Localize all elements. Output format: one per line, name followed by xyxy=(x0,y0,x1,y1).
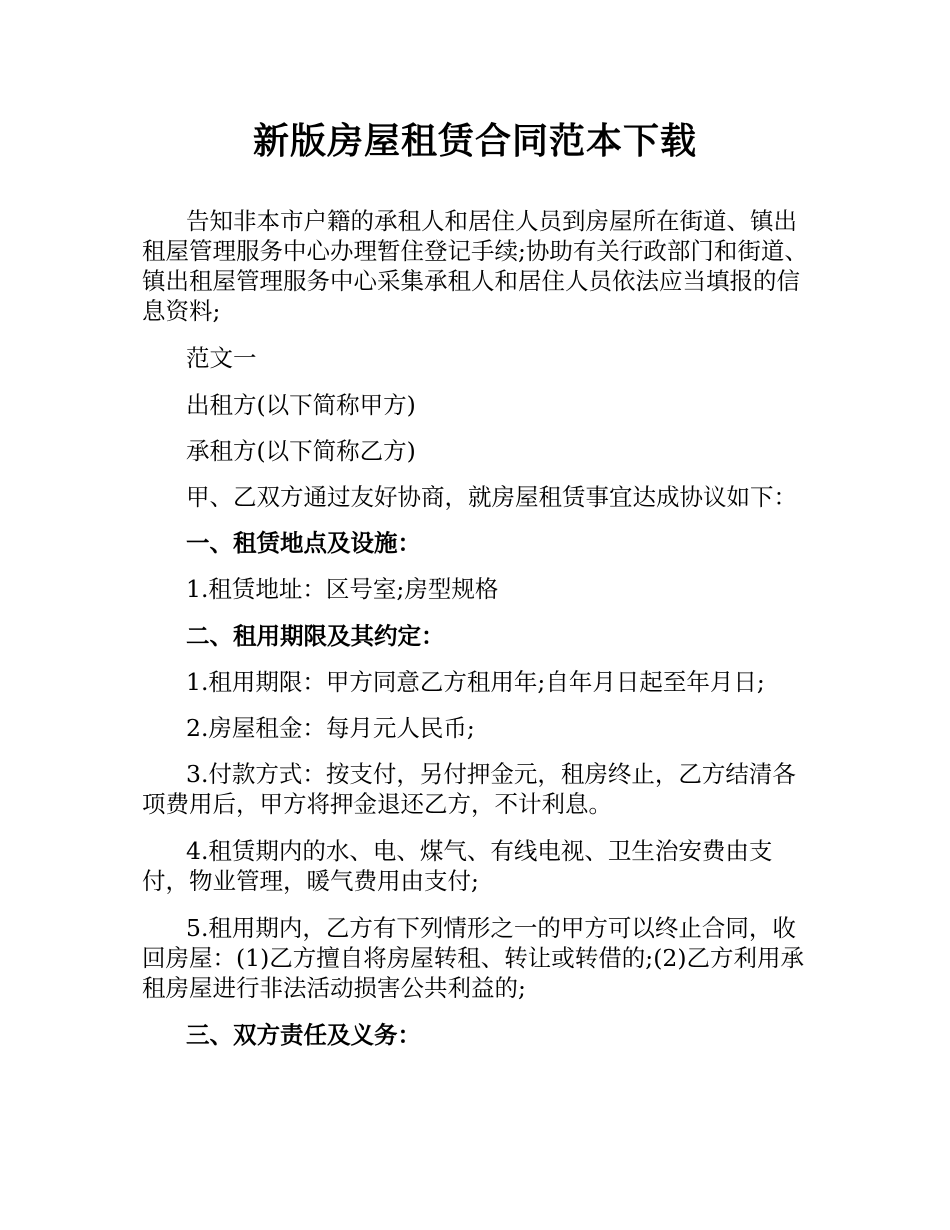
section-2-heading: 二、租用期限及其约定： xyxy=(186,622,445,650)
lessor-line: 出租方(以下简称甲方) xyxy=(186,391,416,419)
agreement-intro: 甲、乙双方通过友好协商，就房屋租赁事宜达成协议如下： xyxy=(186,483,797,511)
document-title: 新版房屋租赁合同范本下载 xyxy=(252,121,697,162)
sample-label: 范文一 xyxy=(186,344,257,372)
section-1-heading: 一、租赁地点及设施： xyxy=(186,529,421,557)
section-2-item-2: 2.房屋租金：每月元人民币; xyxy=(186,714,475,742)
section-2-item-3: 3.付款方式：按支付，另付押金元，租房终止，乙方结清各项费用后，甲方将押金退还乙方，不计利息。 xyxy=(142,760,796,818)
section-2-item-5: 5.租用期内，乙方有下列情形之一的甲方可以终止合同，收回房屋：(1)乙方擅自将房屋转租、转让或转借的;(2)乙方利用承租房屋进行非法活动损害公共利益的; xyxy=(142,914,804,1002)
section-3-heading: 三、双方责任及义务： xyxy=(186,1021,421,1049)
intro-paragraph: 告知非本市户籍的承租人和居住人员到房屋所在街道、镇出租屋管理服务中心办理暂住登记手续;协助有关行政部门和街道、镇出租屋管理服务中心采集承租人和居住人员依法应当填报的信息资料; xyxy=(142,207,808,325)
section-1-item-1: 1.租赁地址：区号室;房型规格 xyxy=(186,575,499,603)
section-2-item-4: 4.租赁期内的水、电、煤气、有线电视、卫生治安费由支付，物业管理，暖气费用由支付; xyxy=(142,837,773,895)
section-2-item-1: 1.租用期限：甲方同意乙方租用年;自年月日起至年月日; xyxy=(186,668,765,696)
lessee-line: 承租方(以下简称乙方) xyxy=(186,437,416,465)
